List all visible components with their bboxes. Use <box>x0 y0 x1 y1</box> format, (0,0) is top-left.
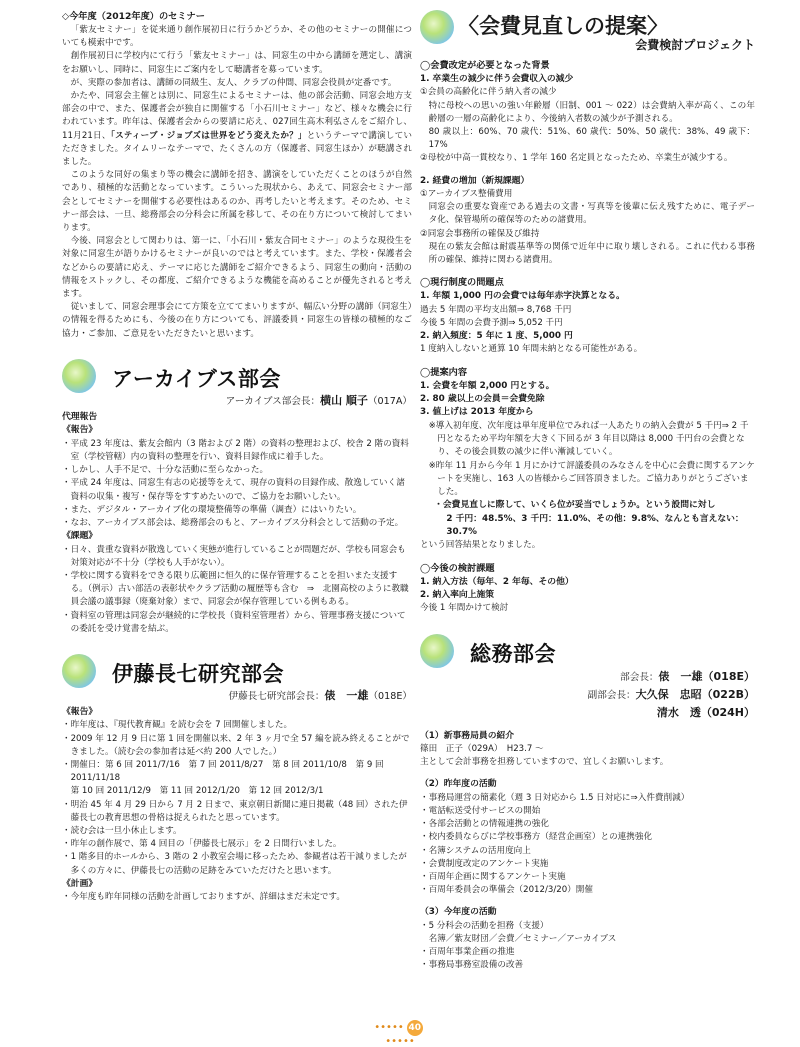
soumu-officer <box>420 704 755 721</box>
bubble-icon <box>62 359 96 393</box>
list-item: ・しかし、人手不足で、十分な活動に至らなかった。 <box>62 465 269 476</box>
list-item: ・読む会は一旦小休止します。 <box>62 825 182 836</box>
bubble-icon <box>420 634 454 668</box>
officer-code: （024H） <box>700 705 755 719</box>
proposal-bg-heading: ◯会費改定が必要となった背景 <box>420 60 550 71</box>
list-item: ・電話転送受付サービスの開始 <box>420 805 541 816</box>
proposal-item-heading: 1. 会費を年額 2,000 円とする。 <box>420 380 555 391</box>
leader-name: 横山 順子 <box>320 393 368 407</box>
officer-role: 副部会長： <box>587 689 636 701</box>
leader-role: 伊藤長七研究部会長： <box>228 690 325 702</box>
proposal-item-heading: 3. 値上げは 2013 年度から <box>420 407 534 418</box>
proposal-survey-question: ・会費見直しに際して、いくら位が妥当でしょうか。という設問に対し <box>434 500 716 511</box>
list-item: ・2009 年 12 月 9 日に第 1 回を開催以来、2 年 3 ヶ月で全 57 編を読み終えることができました。（読む会の参加者は延べ約 200 人でした。） <box>62 733 410 757</box>
proposal-note: ※導入初年度、次年度は単年度単位でみれば一人あたりの納入会費が 5 千円⇒ 2 千円となるため平均年額を大きく下回るが 3 年目以降は 8,000 千円台の会費となり、その後会員数の減少に伴い漸減していく。 <box>428 420 749 458</box>
archives-title: アーカイブス部会 <box>112 366 281 391</box>
leader-code: （018E） <box>368 690 412 702</box>
page-dots: ••••• <box>385 1036 415 1047</box>
proposal-survey-result: 2 千円：48.5%、3 千円：11.0%、その他：9.8%、なんとも言えない：30.7% <box>446 513 744 537</box>
soumu-section-heading: （2）昨年度の活動 <box>420 779 497 790</box>
archives-report-heading: 代理報告 <box>62 411 98 422</box>
archives-issues-label: 《課題》 <box>62 531 98 542</box>
list-item: ・資料室の管理は同窓会が継続的に学校長（資料室管理者）から、管理事務支援についての委託を受け覚書を結ぶ。 <box>62 610 406 634</box>
list-item: 名簿／紫友財団／会費／セミナー／アーカイブス <box>428 934 617 944</box>
list-item: ・会費制度改定のアンケート実施 <box>420 858 549 869</box>
list-item: ・明治 45 年 4 月 29 日から 7 月 2 日まで、東京朝日新聞に連日掲載（48 回）された伊藤長七の教育思想の骨格は捉えられたと思っています。 <box>62 799 408 823</box>
list-item: ・1 階多目的ホールから、3 階の 2 小教室会場に移ったため、参観者は若干減りましたが多くの方々に、伊藤長七の活動の足跡をみていただけたと思います。 <box>62 852 407 876</box>
officer-name: 大久保 忠昭 <box>635 687 702 701</box>
proposal-item-heading: 2. 納入頻度：5 年に 1 度、5,000 円 <box>420 331 573 342</box>
seminar-lecture-title: 「スティーブ・ジョブズは世界をどう変えたか？」 <box>110 130 307 141</box>
archives-header <box>62 359 412 393</box>
proposal-text: ①会員の高齢化に伴う納入者の減少 <box>420 87 557 98</box>
officer-role: 部会長： <box>620 671 659 683</box>
list-item: 第 10 回 2011/12/9 第 11 回 2012/1/20 第 12 回 2012/3/1 <box>70 786 324 797</box>
officer-name: 清水 透 <box>656 705 701 719</box>
officer-name: 俵 一雄 <box>658 669 703 683</box>
proposal-title: 〈会費見直しの提案〉 <box>458 14 668 38</box>
list-item: ・日々、貴重な資料が散逸していく実態が進行していることが問題だが、学校も同窓会も対策対応が不十分（学校も人手がない）。 <box>62 544 406 568</box>
proposal-text: 過去 5 年間の平均支出額⇒ 8,768 千円 <box>420 304 572 315</box>
proposal-current-heading: ◯現行制度の問題点 <box>420 277 504 289</box>
proposal-item-heading: 1. 納入方法（毎年、2 年毎、その他） <box>420 576 574 587</box>
list-item: ・百周年事業企画の推進 <box>420 947 515 958</box>
list-item: ・5 分科会の活動を担務（支援） <box>420 920 549 931</box>
proposal-subtitle: 会費検討プロジェクト <box>635 38 755 52</box>
list-item: ・昨年度は、『現代教育観』を読む会を 7 回開催しました。 <box>62 720 293 731</box>
list-item: ・各部会活動との情報連携の強化 <box>420 819 549 830</box>
list-item: ・平成 23 年度は、紫友会館内（3 階および 2 階）の資料の整理および、校舎 2 階の資料室（学校管轄）内の資料の整理を行い、資料目録作成に着手した。 <box>62 438 409 462</box>
list-item: ・事務局事務室設備の改善 <box>420 960 524 971</box>
proposal-text: 今後 5 年間の会費予測⇒ 5,052 千円 <box>420 317 563 328</box>
soumu-officer <box>420 668 755 686</box>
seminar-paragraph: 「紫友セミナー」を従来通り創作展初日に行うかどうか、その他のセミナーの開催についても模索中です。 <box>62 25 412 49</box>
ito-report-label: 《報告》 <box>62 706 98 717</box>
proposal-header <box>420 10 755 50</box>
bubble-icon <box>62 654 96 688</box>
list-item: ・今年度も昨年同様の活動を計画しておりますが、詳細はまだ未定です。 <box>62 892 345 903</box>
seminar-paragraph: このような同好の集まり等の機会に講師を招き、講演をしていただくことのほうが自然であり、積極的な活動となっています。こういった現状から、あえて、同窓会セミナー部会としてセミナーを開催する必要性はあるのか、再考したいと考えます。そのため、セミナー部会は、一旦、総務部会の分科会に所属を移して、その在り方について検討してまいります。 <box>62 170 412 234</box>
list-item: ・平成 24 年度は、同窓生有志の応援等をえて、現存の資料の目録作成、散逸していく諸資料の収集・複写・保存等をすすめたいので、ご協力をお願いしたい。 <box>62 478 405 502</box>
proposal-stats: 80 歳以上：60%、70 歳代：51%、60 歳代：50%、50 歳代：38%、49 歳下：17% <box>428 127 755 151</box>
soumu-section-heading: （3）今年度の活動 <box>420 907 497 918</box>
soumu-title: 総務部会 <box>470 641 556 666</box>
proposal-text: ②母校が中高一貫校なり、1 学年 160 名定員となったため、卒業生が減少する。 <box>420 153 733 164</box>
officer-code: （018E） <box>702 669 755 683</box>
leader-name: 俵 一雄 <box>324 688 369 702</box>
seminar-heading: ◇今年度（2012年度）のセミナー <box>62 11 205 22</box>
seminar-text: かたや、同窓会主催とは別に、同窓生によるセミナーは、他の部会活動、同窓会地方支部会の中で、また、保護者会が独自に開催する「小石川セミナー」など、様々な機会に行われています。昨年は、保護者会からの要請に応え、027回生高木利弘さんをご紹介し、11月21日、 <box>62 91 412 141</box>
seminar-text: というテーマで講演していただきました。タイムリーなテーマで、たくさんの方（保護者、同窓生ほか）が聴講されました。 <box>62 130 412 168</box>
seminar-paragraph <box>62 90 412 169</box>
bubble-icon <box>420 10 454 44</box>
soumu-text: 篠田 正子（029A） H23.7 ～ <box>420 743 544 754</box>
proposal-text: 同窓会の重要な資産である過去の文書・写真等を後輩に伝え残すために、電子データ化、保管場所の確保等のための諸費用。 <box>428 202 755 226</box>
page-number-value: 40 <box>407 1020 423 1036</box>
soumu-section-heading: （1）新事務局員の紹介 <box>420 730 515 741</box>
proposal-text: 現在の紫友会館は耐震基準等の関係で近年中に取り壊しされる。これに代わる事務所の確保、維持に関わる諸費用。 <box>428 241 755 266</box>
seminar-paragraph: が、実際の参加者は、講師の同級生、友人、クラブの仲間、同窓会役員が定番です。 <box>70 77 397 88</box>
proposal-text: ②同窓会事務所の確保及び維持 <box>420 228 540 239</box>
seminar-paragraph: 従いまして、同窓会理事会にて方策を立ててまいりますが、幅広い分野の講師（同窓生）の情報を得るためにも、今後の在り方についても、評議委員・同窓生の皆様の積極的なご協力・ご参加、ご意見をいただきたいと思います。 <box>62 302 412 339</box>
proposal-text: ①アーカイブス整備費用 <box>420 189 513 200</box>
archives-report-label: 《報告》 <box>62 425 98 436</box>
list-item: ・開催日：第 6 回 2011/7/16 第 7 回 2011/8/27 第 8 回 2011/10/8 第 9 回 2011/11/18 <box>62 759 384 784</box>
proposal-item-heading: 1. 卒業生の減少に伴う会費収入の減少 <box>420 74 574 84</box>
proposal-text: 特に母校への思いの強い年齢層（旧制、001 ～ 022）は会費納入率が高く、この年齢層の一層の高齢化により、今後納入者数の減少が予測される。 <box>428 100 755 124</box>
list-item: ・百周年委員会の準備会（2012/3/20）開催 <box>420 885 593 896</box>
soumu-officer <box>420 686 755 704</box>
seminar-paragraph: 創作展初日に学校内にて行う「紫友セミナー」は、同窓生の中から講師を選定し、講演をお願いし、同時に、同窓生にご案内をして聴講者を募っています。 <box>62 51 412 75</box>
list-item: ・学校に関する資料をできる限り広範囲に恒久的に保存管理することを担いまた支援する。（例示）古い部活の表彰状やクラブ活動の履歴等も含む ⇒ 北園高校のように教職員会議の議事録（廃棄対象）まで、同窓会が保存管理している例もある。 <box>62 570 409 608</box>
proposal-content-heading: ◯提案内容 <box>420 366 468 378</box>
proposal-item-heading: 2. 納入率向上施策 <box>420 589 495 600</box>
list-item: ・昨年の創作展で、第 4 回目の「伊藤長七展示」を 2 日間行いました。 <box>62 839 342 850</box>
ito-plan-label: 《計画》 <box>62 878 98 889</box>
proposal-item-heading: 2. 経費の増加（新規課題） <box>420 175 530 186</box>
list-item: ・校内委員ならびに学校事務方（経営企画室）との連携強化 <box>420 832 653 843</box>
list-item: ・また、デジタル・アーカイブ化の環境整備等の準備（調査）にはいりたい。 <box>62 504 362 515</box>
proposal-item-heading: 1. 年額 1,000 円の会費では毎年赤字決算となる。 <box>420 291 625 302</box>
list-item: ・百周年企画に関するアンケート実施 <box>420 871 566 882</box>
list-item: ・事務局運営の簡素化（週 3 日対応から 1.5 日対応に⇒入件費削減） <box>420 792 690 803</box>
proposal-text: 今後 1 年間かけて検討 <box>420 603 509 614</box>
ito-header <box>62 654 412 688</box>
ito-leader <box>62 688 412 704</box>
proposal-text: という回答結果となりました。 <box>420 540 541 551</box>
soumu-text: 主として会計事務を担務していますので、宜しくお願いします。 <box>420 757 669 768</box>
officer-code: （022B） <box>701 687 755 701</box>
archives-leader <box>62 393 412 409</box>
right-column <box>420 10 755 973</box>
page-dots: ••••• <box>374 1022 404 1033</box>
left-column <box>62 10 412 904</box>
seminar-paragraph: 今後、同窓会として関わりは、第一に、「小石川・紫友合同セミナー」のような現役生を対象に同窓生が語りかけるセミナーが良いのではと考えています。また、学校・保護者会などからの要請に応え、テーマに応じた講師をご紹介できるよう、同窓生の動向・活動の情報をストックし、その都度、ご紹介できるような機能を高めることが優先されると考えます。 <box>62 236 412 300</box>
list-item: ・なお、アーカイブス部会は、総務部会のもと、アーカイブス分科会として活動の予定。 <box>62 517 404 528</box>
leader-code: （017A） <box>367 395 412 407</box>
list-item: ・名簿システムの活用度向上 <box>420 845 531 856</box>
proposal-note: ※昨年 11 月から今年 1 月にかけて評議委員のみなさんを中心に会費に関するアンケートを実施し、163 人の皆様からご回答頂きました。ご協力ありがとうございました。 <box>428 460 755 497</box>
soumu-header <box>420 634 755 668</box>
page-number <box>360 1020 440 1047</box>
ito-title: 伊藤長七研究部会 <box>112 661 284 686</box>
leader-role: アーカイブス部会長： <box>225 395 321 407</box>
proposal-item-heading: 2. 80 歳以上の会員＝会費免除 <box>420 394 545 405</box>
proposal-future-heading: ◯今後の検討課題 <box>420 562 495 574</box>
proposal-text: 1 度納入しないと通算 10 年間未納となる可能性がある。 <box>420 344 643 355</box>
